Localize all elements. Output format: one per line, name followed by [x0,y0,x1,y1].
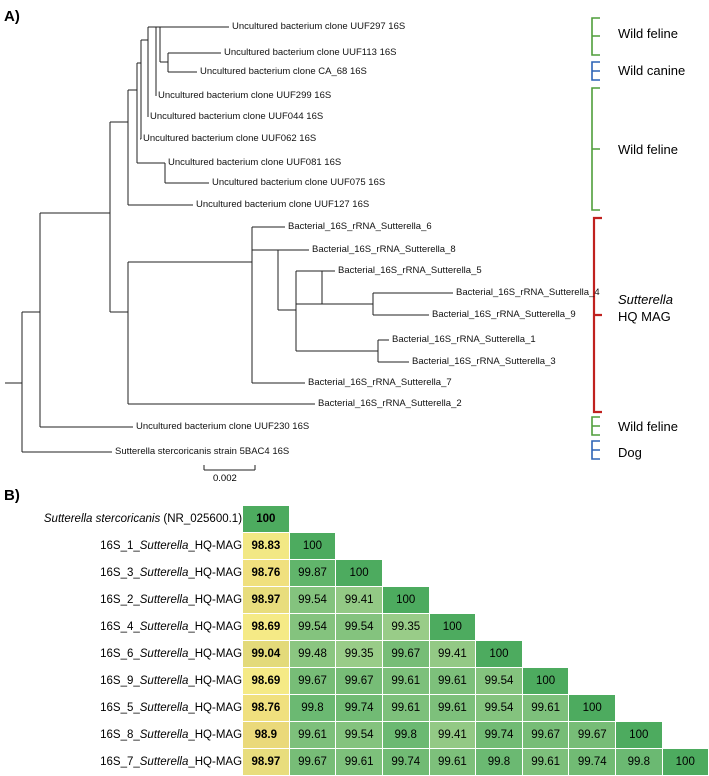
tree-leaf-label: Uncultured bacterium clone UUF062 16S [143,133,317,144]
group-label-wild-canine: Wild canine [618,63,686,78]
tree-leaf-label: Uncultured bacterium clone UUF127 16S [196,199,370,210]
matrix-cell: 98.69 [243,614,290,641]
row-label-sutterella-stercoricanis: Sutterella stercoricanis (NR_025600.1) [43,513,243,525]
row-label-16s-4: 16S_4_Sutterella_HQ-MAG [100,621,243,633]
table-row [0,722,709,749]
matrix-cell: 99.61 [382,695,429,722]
matrix-cell: 99.67 [569,722,616,749]
matrix-cell: 99.41 [336,587,383,614]
tree-leaf-label: Uncultured bacterium clone UUF299 16S [158,90,332,101]
tree-leaf-label: Uncultured bacterium clone UUF081 16S [168,157,342,168]
matrix-cell: 98.76 [243,695,290,722]
matrix-cell: 99.8 [382,722,429,749]
tree-leaf-label: Bacterial_16S_rRNA_Sutterella_9 [432,309,576,320]
matrix-cell: 99.67 [382,641,429,668]
matrix-cell: 100 [616,722,662,749]
row-label-16s-6: 16S_6_Sutterella_HQ-MAG [100,648,243,660]
matrix-cell: 99.67 [289,668,336,695]
matrix-cell: 100 [382,587,429,614]
matrix-cell: 99.54 [476,668,523,695]
matrix-cell: 99.61 [429,668,476,695]
tree-leaf-label: Bacterial_16S_rRNA_Sutterella_7 [308,377,452,388]
matrix-cell: 99.8 [476,749,523,776]
row-label-16s-8: 16S_8_Sutterella_HQ-MAG [100,729,243,741]
tree-leaf-label: Bacterial_16S_rRNA_Sutterella_2 [318,398,462,409]
matrix-cell: 99.54 [336,722,383,749]
matrix-cell: 99.41 [429,722,476,749]
table-row [0,506,709,533]
matrix-cell: 99.8 [616,749,662,776]
tree-leaf-label: Uncultured bacterium clone UUF230 16S [136,421,310,432]
matrix-cell: 99.48 [289,641,336,668]
matrix-cell: 99.54 [336,614,383,641]
matrix-cell: 100 [522,668,569,695]
matrix-cell: 100 [662,749,708,776]
tree-leaf-label: Uncultured bacterium clone UUF044 16S [150,111,324,122]
matrix-cell: 99.54 [476,695,523,722]
matrix-cell: 99.87 [289,560,336,587]
table-row [0,641,709,668]
tree-leaf-label: Bacterial_16S_rRNA_Sutterella_8 [312,244,456,255]
matrix-cell: 100 [243,506,290,533]
table-row [0,614,709,641]
matrix-cell: 99.74 [569,749,616,776]
row-label-16s-5: 16S_5_Sutterella_HQ-MAG [100,702,243,714]
tree-leaf-label: Bacterial_16S_rRNA_Sutterella_1 [392,334,536,345]
matrix-cell: 98.97 [243,587,290,614]
matrix-cell: 99.54 [289,614,336,641]
group-label-wild-feline-1: Wild feline [618,26,678,41]
matrix-cell: 99.61 [382,668,429,695]
matrix-cell: 99.74 [336,695,383,722]
matrix-cell: 99.61 [522,695,569,722]
matrix-cell: 100 [476,641,523,668]
matrix-cell: 99.54 [289,587,336,614]
tree-leaf-label: Bacterial_16S_rRNA_Sutterella_3 [412,356,556,367]
row-label-16s-9: 16S_9_Sutterella_HQ-MAG [100,675,243,687]
panel-b-label: B) [4,487,20,504]
matrix-cell: 99.61 [289,722,336,749]
matrix-cell: 98.9 [243,722,290,749]
table-row [0,749,709,776]
tree-leaf-label: Bacterial_16S_rRNA_Sutterella_4 [456,287,600,298]
matrix-cell: 98.83 [243,533,290,560]
table-row [0,668,709,695]
matrix-cell: 99.61 [429,749,476,776]
matrix-cell: 99.74 [476,722,523,749]
tree-leaf-label: Bacterial_16S_rRNA_Sutterella_6 [288,221,432,232]
scale-bar-label: 0.002 [213,473,237,484]
tree-leaf-label: Bacterial_16S_rRNA_Sutterella_5 [338,265,482,276]
matrix-cell: 98.76 [243,560,290,587]
table-row [0,560,709,587]
matrix-cell: 100 [569,695,616,722]
matrix-cell: 99.35 [336,641,383,668]
matrix-cell: 99.61 [522,749,569,776]
matrix-cell: 99.61 [429,695,476,722]
table-row [0,587,709,614]
group-label-hq-mag: HQ MAG [618,309,671,324]
row-label-16s-7: 16S_7_Sutterella_HQ-MAG [100,756,243,768]
group-label-wild-feline-3: Wild feline [618,419,678,434]
matrix-cell: 99.67 [289,749,336,776]
group-label-dog: Dog [618,445,642,460]
row-label-16s-1: 16S_1_Sutterella_HQ-MAG [100,540,243,552]
row-label-16s-2: 16S_2_Sutterella_HQ-MAG [100,594,243,606]
matrix-cell: 99.35 [382,614,429,641]
tree-leaf-label: Sutterella stercoricanis strain 5BAC4 16S [115,446,290,457]
group-label-sutterella: Sutterella [618,292,673,307]
matrix-cell: 100 [336,560,383,587]
tree-leaf-label: Uncultured bacterium clone UUF113 16S [224,47,397,58]
matrix-cell: 99.61 [336,749,383,776]
matrix-cell: 100 [429,614,476,641]
identity-matrix-panel [0,505,709,776]
matrix-cell: 98.97 [243,749,290,776]
tree-leaf-label: Uncultured bacterium clone UUF297 16S [232,21,406,32]
matrix-cell: 99.04 [243,641,290,668]
matrix-cell: 99.41 [429,641,476,668]
panel-a-label: A) [4,8,20,25]
tree-leaf-label: Uncultured bacterium clone UUF075 16S [212,177,386,188]
matrix-cell: 98.69 [243,668,290,695]
table-row [0,533,709,560]
matrix-cell: 99.67 [336,668,383,695]
row-label-16s-3: 16S_3_Sutterella_HQ-MAG [100,567,243,579]
group-label-wild-feline-2: Wild feline [618,142,678,157]
matrix-cell: 99.74 [382,749,429,776]
matrix-cell: 99.67 [522,722,569,749]
matrix-cell: 100 [289,533,336,560]
matrix-cell: 99.8 [289,695,336,722]
table-row [0,695,709,722]
tree-leaf-label: Uncultured bacterium clone CA_68 16S [200,66,367,77]
identity-matrix-table [0,505,709,776]
